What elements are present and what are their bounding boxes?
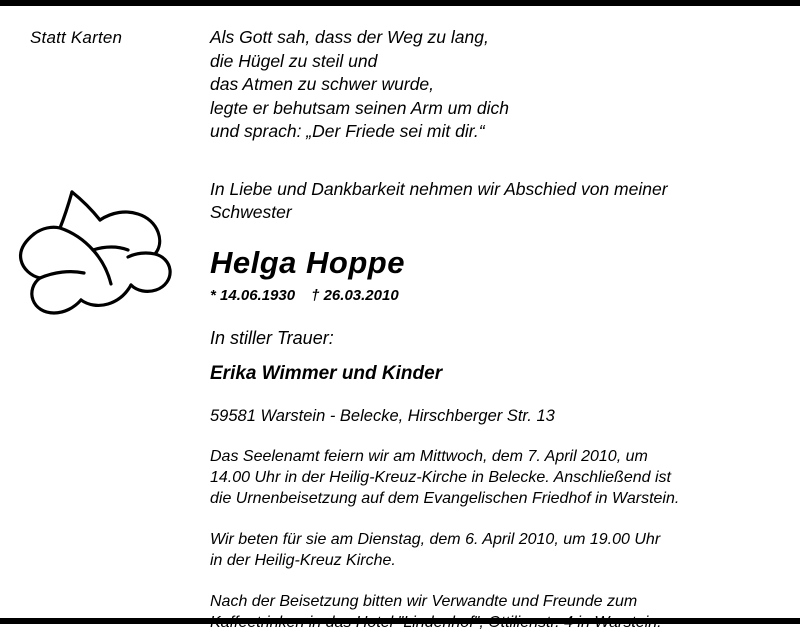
intro-line: Schwester [210,202,292,222]
intro-line: In Liebe und Dankbarkeit nehmen wir Abschied von meiner [210,178,668,199]
poem-line: und sprach: „Der Friede sei mit dir.“ [210,121,485,141]
reception-line: Nach der Beisetzung bitten wir Verwandte und Freunde zum [210,592,638,610]
death-date: † 26.03.2010 [311,286,399,304]
statt-karten-label: Statt Karten [30,28,123,47]
life-dates [210,287,785,304]
reception-line: Kaffeetrinken in das Hotel "Lindenhof", Ottilienstr. 4 in Warstein. [210,613,662,631]
birth-date: * 14.06.1930 [210,286,296,304]
mourning-label: In stiller Trauer: [210,327,334,348]
notice-content [210,26,785,633]
address-line: 59581 Warstein - Belecke, Hirschberger Str. 13 [210,406,555,425]
prayer-paragraph [210,529,785,571]
deceased-name: Helga Hoppe [210,244,405,280]
poem-line: das Atmen zu schwer wurde, [210,74,435,94]
prayer-line: in der Heilig-Kreuz Kirche. [210,551,396,569]
service-line: die Urnenbeisetzung auf dem Evangelischen Friedhof in Warstein. [210,489,680,507]
poem-line: Als Gott sah, dass der Weg zu lang, [210,27,489,47]
mourning-names: Erika Wimmer und Kinder [210,362,443,384]
poem [210,26,785,144]
prayer-line: Wir beten für sie am Dienstag, dem 6. April 2010, um 19.00 Uhr [210,530,661,548]
reception-paragraph [210,591,785,633]
service-paragraph [210,446,785,509]
service-line: 14.00 Uhr in der Heilig-Kreuz-Kirche in Belecke. Anschließend ist [210,468,671,486]
intro-text [210,178,785,225]
poem-line: die Hügel zu steil und [210,50,378,71]
service-line: Das Seelenamt feiern wir am Mittwoch, dem 7. April 2010, um [210,447,648,465]
dove-icon [8,166,188,336]
poem-line: legte er behutsam seinen Arm um dich [210,97,509,118]
